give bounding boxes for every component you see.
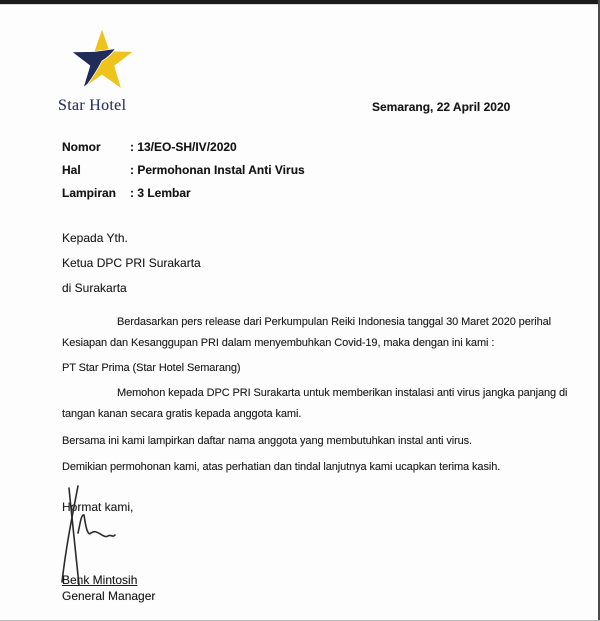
logo-text: Star Hotel	[58, 97, 127, 114]
letter-meta-block	[62, 139, 305, 208]
signer-name: Benk Mintosih	[62, 573, 138, 587]
signer-block	[62, 572, 155, 604]
meta-row-nomor	[62, 139, 305, 162]
recipient-line: di Surakarta	[62, 281, 127, 295]
meta-value: : Permohonan Instal Anti Virus	[130, 163, 305, 177]
signer-title: General Manager	[62, 589, 156, 603]
scan-top-edge	[0, 0, 600, 5]
paragraph-line: PT Star Prima (Star Hotel Semarang)	[62, 362, 241, 374]
date-line: Semarang, 22 April 2020	[372, 100, 511, 114]
paragraph-sender	[62, 358, 586, 379]
paragraph-opening	[62, 312, 586, 354]
star-hotel-logo-icon	[62, 26, 142, 96]
paragraph-line: Demikian permohonan kami, atas perhatian dan tindal lanjutnya kami ucapkan terima kasih.	[62, 461, 501, 473]
recipient-block	[62, 231, 201, 306]
meta-row-hal	[62, 162, 305, 185]
paragraph-line: tangan kanan secara gratis kepada anggota kami.	[62, 408, 302, 420]
paragraph-line: Bersama ini kami lampirkan daftar nama anggota yang membutuhkan instal anti virus.	[62, 435, 473, 447]
meta-label: Lampiran	[62, 186, 117, 200]
letterhead-logo	[58, 26, 168, 115]
paragraph-line: Berdasarkan pers release dari Perkumpulan Reiki Indonesia tanggal 30 Maret 2020 perihal	[117, 316, 552, 328]
closing-salutation: Hormat kami,	[62, 500, 134, 514]
recipient-line: Ketua DPC PRI Surakarta	[62, 256, 201, 270]
meta-value: : 3 Lembar	[130, 186, 191, 200]
meta-row-lampiran	[62, 185, 305, 208]
meta-label: Hal	[62, 163, 81, 177]
paragraph-attachment	[62, 431, 586, 452]
paragraph-line: Kesiapan dan Kesanggupan PRI dalam menyembuhkan Covid-19, maka dengan ini kami :	[62, 337, 495, 349]
recipient-line: Kepada Yth.	[62, 231, 128, 245]
paragraph-line: Memohon kepada DPC PRI Surakarta untuk memberikan instalasi anti virus jangka panjang di	[117, 387, 568, 399]
meta-value: : 13/EO-SH/IV/2020	[130, 140, 237, 154]
paragraph-closing	[62, 457, 586, 478]
meta-label: Nomor	[62, 140, 101, 154]
paragraph-request	[62, 383, 586, 425]
